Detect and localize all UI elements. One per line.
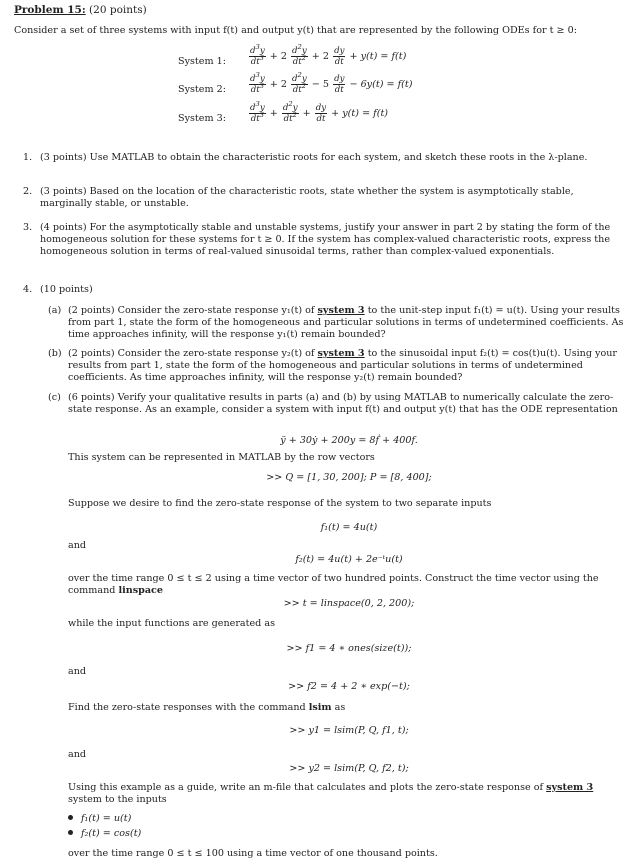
- ode-example: ÿ + 30ẏ + 200y = 8ḟ + 400f.: [280, 435, 418, 446]
- question-4a-number: (a): [48, 305, 62, 316]
- system-2-equation: $\frac{d^3y}{dt^3}$ + 2 $\frac{d^2y}{dt^2}$ − 5 $\frac{dy}{dt}$ − 6y(t) = f(t): [250, 71, 413, 95]
- system-1-equation: $\frac{d^3y}{dt^3}$ + 2 $\frac{d^2y}{dt^2}$ + 2 $\frac{dy}{dt}$ + y(t) = f(t): [250, 43, 407, 67]
- question-2-number: 2.: [23, 186, 33, 197]
- system-2-label: System 2:: [178, 84, 226, 95]
- problem-header: [14, 4, 147, 16]
- question-1-text: (3 points) Use MATLAB to obtain the characteristic roots for each system, and sketch these roots in the λ-plane.: [40, 152, 588, 163]
- question-3: [23, 222, 628, 259]
- system-3-reference: system 3: [546, 782, 594, 793]
- question-2: [23, 186, 628, 210]
- lsim-text: Find the zero-state responses with the command lsim as: [68, 702, 346, 713]
- lsim-command: lsim: [308, 702, 332, 713]
- question-4c: (c) (6 points) Verify your qualitative results in parts (a) and (b) by using MATLAB to numerically calculate the zero-state response. As an example, consider a system with input f(t) and output y(t) that has the ODE representation: [48, 392, 618, 416]
- question-4-number: 4.: [23, 284, 33, 295]
- problem-title: Problem 15:: [14, 4, 86, 16]
- system-3-equation: $\frac{d^3y}{dt^3}$ + $\frac{d^2y}{dt^2}$ + $\frac{dy}{dt}$ + y(t) = f(t): [250, 100, 389, 124]
- system-1-label: System 1:: [178, 56, 226, 67]
- linspace-command: linspace: [118, 585, 163, 597]
- f1-definition: f₁(t) = 4u(t): [320, 522, 378, 533]
- question-1: [23, 152, 628, 164]
- f1-code: >> f1 = 4 ∗ ones(size(t));: [286, 643, 412, 654]
- question-4: [23, 284, 628, 296]
- bullet-item: f₂(t) = cos(t): [68, 828, 141, 840]
- question-4a: (a) (2 points) Consider the zero-state response y₁(t) of system 3 to the unit-step input f₁(t) = u(t). Using your results from part 1, state the form of the homogeneous and particular solutions in terms of undetermined coefficients. As time approaches infinity, will the response y₁(t) remain bounded?: [48, 305, 624, 341]
- f2-code: >> f2 = 4 + 2 ∗ exp(−t);: [288, 681, 410, 692]
- question-3-number: 3.: [23, 222, 33, 233]
- y2-code: >> y2 = lsim(P, Q, f2, t);: [289, 763, 409, 774]
- linspace-code: >> t = linspace(0, 2, 200);: [283, 598, 415, 609]
- guide-text: Using this example as a guide, write an m-file that calculates and plots the zero-state response of system 3 system to the inputs: [68, 782, 594, 806]
- while-text: while the input functions are generated as: [68, 618, 276, 629]
- and-text-3: and: [68, 749, 87, 760]
- problem-points: (20 points): [89, 4, 147, 16]
- and-text-2: and: [68, 666, 87, 677]
- suppose-text: Suppose we desire to find the zero-state response of the system to two separate inputs: [68, 498, 492, 509]
- system-3-reference: system 3: [317, 305, 365, 316]
- system-3-reference: system 3: [317, 348, 365, 359]
- question-2-text: (3 points) Based on the location of the characteristic roots, state whether the system is asymptotically stable, marginally stable, or unstable.: [40, 186, 574, 210]
- intro-text: Consider a set of three systems with input f(t) and output y(t) that are represented by the following ODEs for t ≥ 0:: [14, 25, 577, 36]
- timerange-text: over the time range 0 ≤ t ≤ 2 using a time vector of two hundred points. Construct the time vector using the command linspace: [68, 573, 599, 597]
- and-text-1: and: [68, 540, 87, 551]
- question-4b: (b) (2 points) Consider the zero-state response y₂(t) of system 3 to the sinusoidal input f₂(t) = cos(t)u(t). Using your results from part 1, state the form of the homogeneous and particular solutions in terms of undetermined coefficients. As time approaches infinity, will the response y₂(t) remain bounded?: [48, 348, 618, 384]
- final-text: over the time range 0 ≤ t ≤ 100 using a time vector of one thousand points.: [68, 848, 438, 859]
- question-4c-number: (c): [48, 392, 61, 403]
- rowvec-code: >> Q = [1, 30, 200]; P = [8, 400];: [266, 472, 432, 483]
- f2-definition: f₂(t) = 4u(t) + 2e⁻ᵗu(t): [295, 554, 403, 565]
- question-3-text: (4 points) For the asymptotically stable and unstable systems, justify your answer in part 2 by stating the form of the homogeneous solution for these systems for t ≥ 0. If the system has complex-valued characteristic roots, express the homogeneous solution in terms of real-valued sinusoidal terms, rather than complex-valued exponentials.: [40, 222, 611, 258]
- question-4-text: (10 points): [40, 284, 93, 295]
- bullet-icon: [68, 815, 73, 820]
- bullet-icon: [68, 830, 73, 835]
- y1-code: >> y1 = lsim(P, Q, f1, t);: [289, 725, 409, 736]
- question-4b-number: (b): [48, 348, 62, 359]
- system-3-label: System 3:: [178, 113, 226, 124]
- bullet-item: f₁(t) = u(t): [68, 813, 131, 825]
- rowvec-text: This system can be represented in MATLAB by the row vectors: [68, 452, 375, 463]
- question-1-number: 1.: [23, 152, 33, 163]
